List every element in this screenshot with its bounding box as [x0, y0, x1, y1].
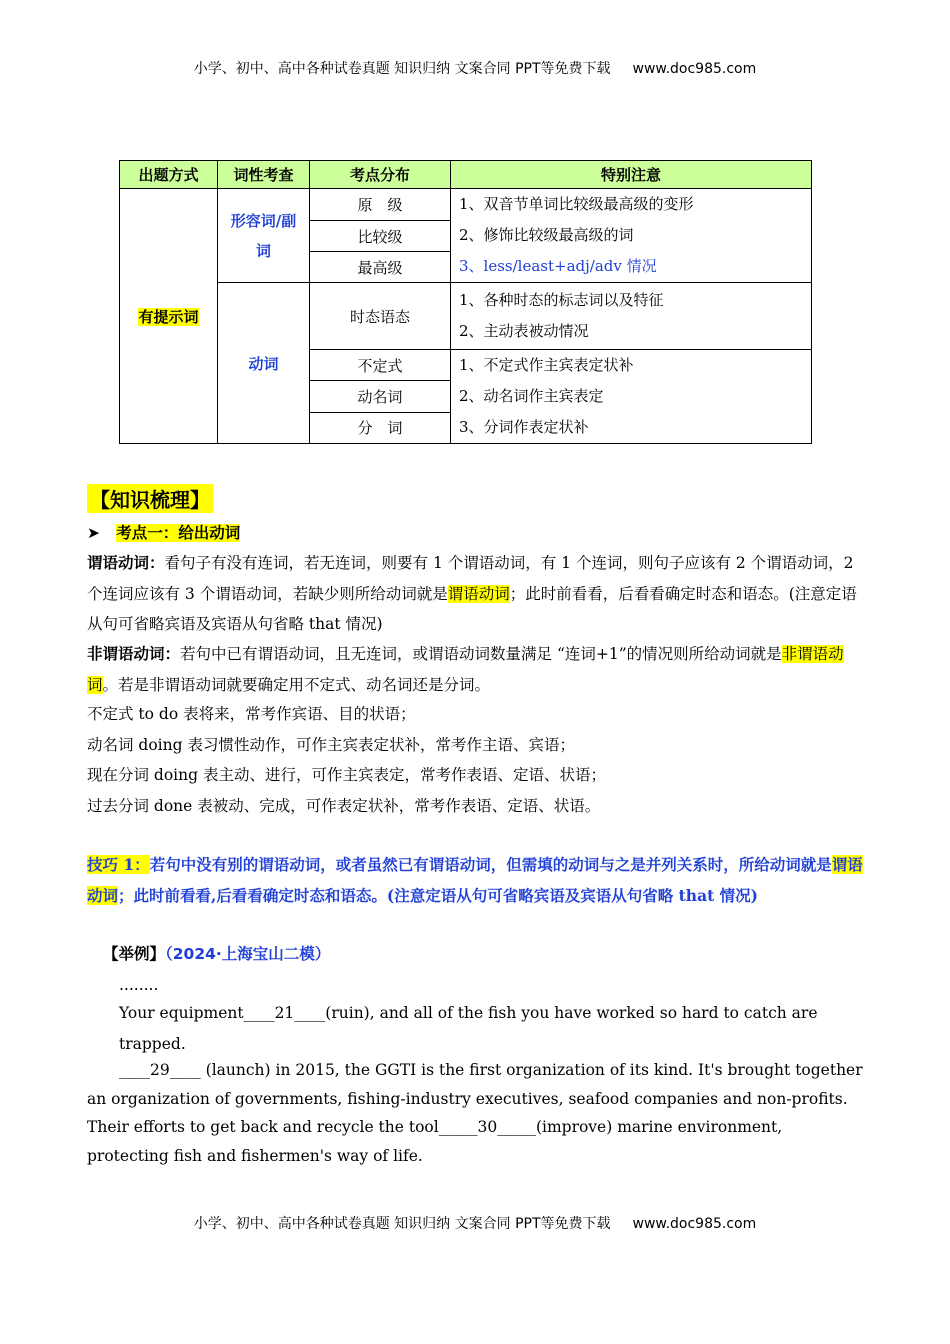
method-label: 有提示词 — [138, 307, 199, 326]
note: 3、分词作表定状补 — [459, 418, 589, 436]
point-cell: 动名词 — [310, 381, 451, 412]
note: 2、主动表被动情况 — [459, 322, 589, 340]
header-text: 小学、初中、高中各种试卷真题 知识归纳 文案合同 PPT等免费下载 — [193, 61, 611, 77]
note: 2、动名词作主宾表定 — [459, 387, 604, 405]
rule-line: 不定式 to do 表将来，常考作宾语、目的状语； — [87, 705, 416, 723]
paragraph-nonpredicate — [87, 639, 867, 700]
note: 1、各种时态的标志词以及特征 — [459, 291, 664, 309]
footer-text: 小学、初中、高中各种试卷真题 知识归纳 文案合同 PPT等免费下载 — [193, 1216, 611, 1232]
rule-line: 现在分词 doing 表主动、进行，可作主宾表定，常考作表语、定语、状语； — [87, 766, 606, 784]
term: 非谓语动词： — [87, 645, 181, 663]
note: 1、双音节单词比较级最高级的变形 — [459, 195, 694, 213]
point-cell: 分 词 — [310, 412, 451, 443]
paragraph-predicate — [87, 548, 867, 640]
section-title: 【知识梳理】 — [87, 484, 213, 513]
point-cell: 比较级 — [310, 221, 451, 252]
highlight: 谓语动词 — [447, 584, 510, 603]
example-passage: ____29____ (launch) in 2015, the GGTI is the first organization of its kind. It's brought together an organization of governments, fishing-industry executives, seafood companies and non-profits. Their efforts to get back and recycle the tool_____30_____(improve) marine environment, protecting fish and fishermen's way of life. — [87, 1061, 863, 1165]
ellipsis: ........ — [119, 976, 159, 994]
rule-list — [87, 699, 867, 821]
text: 若句中没有别的谓语动词，或者虽然已有谓语动词，但需填的动词与之是并列关系时，所给动词就是 — [149, 855, 832, 874]
notes-cell — [451, 283, 812, 350]
rule-line: 过去分词 done 表被动、完成，可作表定状补，常考作表语、定语、状语。 — [87, 796, 601, 815]
page-header — [0, 58, 950, 78]
verb-cell: 动词 — [218, 283, 310, 444]
example-heading — [103, 939, 883, 970]
point-cell: 时态语态 — [310, 283, 451, 350]
col-header: 特别注意 — [451, 161, 812, 189]
highlight: 谓语动词 — [87, 855, 863, 905]
rule-line: 动名词 doing 表习惯性动作，可作主宾表定状补，常考作主语、宾语； — [87, 735, 575, 754]
note: 2、修饰比较级最高级的词 — [459, 226, 634, 244]
col-header: 出题方式 — [120, 161, 218, 189]
tip-label: 技巧 1： — [87, 855, 150, 874]
note: 3、less/least+adj/adv 情况 — [459, 257, 657, 275]
arrow-bullet-icon: ➤ — [87, 524, 100, 542]
text: ；此时前看看，后看看确定时态和语态。(注意定语从句可省略宾语及宾语从句省略 that 情况) — [87, 584, 857, 633]
example-source: （2024·上海宝山二模） — [165, 945, 331, 963]
text: 。若是非谓语动词就要确定用不定式、动名词还是分词。 — [102, 675, 491, 694]
point-cell: 最高级 — [310, 252, 451, 283]
page-footer — [0, 1213, 950, 1233]
header-url[interactable]: www.doc985.com — [632, 61, 757, 77]
notes-cell — [451, 350, 812, 444]
footer-url[interactable]: www.doc985.com — [632, 1216, 757, 1232]
highlight: 非谓语动词 — [87, 645, 844, 694]
point-cell: 不定式 — [310, 350, 451, 381]
method-cell — [120, 189, 218, 444]
point-cell: 原 级 — [310, 189, 451, 221]
example-label: 【举例】 — [103, 945, 166, 963]
example-sentence: Your equipment____21____(ruin), and all of the fish you have worked so hard to catch are trapped. — [119, 1004, 818, 1053]
text: 看句子有没有连词，若无连词，则要有 1 个谓语动词，有 1 个连词，则句子应该有 2 个谓语动词，2 个连词应该有 3 个谓语动词，若缺少则所给动词就是 — [87, 554, 854, 603]
term: 谓语动词： — [87, 554, 165, 572]
tip-paragraph — [87, 850, 867, 911]
notes-cell — [451, 189, 812, 283]
note: 1、不定式作主宾表定状补 — [459, 356, 634, 374]
col-header: 考点分布 — [310, 161, 451, 189]
adj-cell: 形容词/副词 — [218, 189, 310, 283]
point-heading — [87, 518, 867, 549]
text: ；此时前看看,后看看确定时态和语态。(注意定语从句可省略宾语及宾语从句省略 that 情况) — [118, 885, 759, 905]
col-header: 词性考查 — [218, 161, 310, 189]
text: 若句中已有谓语动词，且无连词，或谓语动词数量满足 “连词+1”的情况则所给动词就是 — [180, 645, 782, 663]
summary-table — [119, 160, 812, 444]
point-label: 考点一：给出动词 — [116, 524, 241, 542]
